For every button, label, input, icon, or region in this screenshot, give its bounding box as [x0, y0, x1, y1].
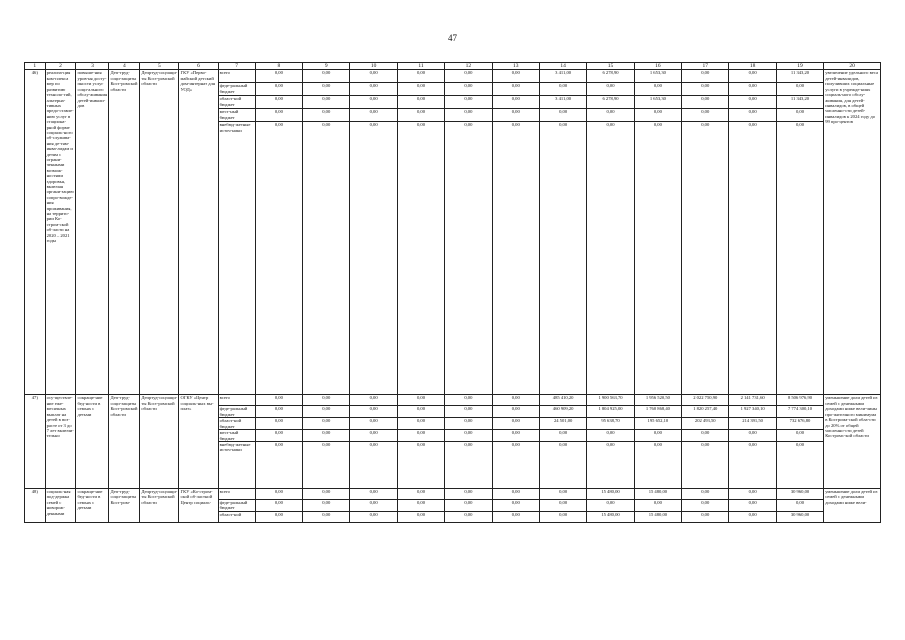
amount-cell: 0,00 [682, 122, 729, 395]
amount-cell: 0,00 [350, 122, 397, 395]
program-measures-table [24, 62, 881, 523]
amount-cell: 0,00 [776, 499, 823, 511]
amount-cell: 0,00 [350, 430, 397, 442]
row-text-c2: осу-ществле-ние еже-месячных выплат на детей в воз-расте от 3 до 7 лет включи-тельно [45, 395, 76, 488]
amount-cell: 0,00 [682, 109, 729, 122]
column-number-cell: 7 [218, 63, 255, 70]
expected-result: уменьшение доли детей из семей с денежными доходами ниже вели- [824, 488, 881, 522]
amount-cell: 15 480,00 [587, 511, 634, 522]
amount-cell: 0,00 [255, 511, 302, 522]
amount-cell: 6 278,90 [587, 70, 634, 83]
amount-cell: 0,00 [729, 83, 776, 96]
funding-source: феде-ральный бюджет [218, 83, 255, 96]
amount-cell: 195 652,10 [634, 418, 681, 430]
amount-cell: 0,00 [255, 441, 302, 488]
amount-cell: 0,00 [445, 70, 492, 83]
amount-cell: 1 900 563,70 [587, 395, 634, 406]
amount-cell: 0,00 [303, 441, 350, 488]
amount-cell: 0,00 [303, 418, 350, 430]
amount-cell: 0,00 [587, 122, 634, 395]
column-number-cell: 4 [109, 63, 140, 70]
row-text-c6: ОГКУ «Центр социаль-ных вы-плат» [179, 395, 218, 488]
amount-cell: 11 343,20 [776, 70, 823, 83]
amount-cell: 1 653,30 [634, 96, 681, 109]
amount-cell: 0,00 [634, 122, 681, 395]
amount-cell: 0,00 [492, 488, 539, 499]
amount-cell: 0,00 [350, 70, 397, 83]
amount-cell: 0,00 [729, 109, 776, 122]
amount-cell: 0,00 [682, 83, 729, 96]
funding-source: мест-ный бюджет [218, 109, 255, 122]
column-number-cell: 15 [587, 63, 634, 70]
column-number-cell: 10 [350, 63, 397, 70]
amount-cell: 0,00 [539, 499, 586, 511]
amount-cell: 24 501,00 [539, 418, 586, 430]
row-text-c5: Депртуд-соцзащи-ты Кост-ромской области [140, 488, 179, 522]
amount-cell: 0,00 [729, 488, 776, 499]
amount-cell: 0,00 [303, 511, 350, 522]
amount-cell: 0,00 [492, 511, 539, 522]
amount-cell: 0,00 [445, 418, 492, 430]
amount-cell: 0,00 [255, 499, 302, 511]
funding-source: мест-ный бюджет [218, 430, 255, 442]
row-text-c3: сокраще-ние бед-ности в семьях с детьми [76, 395, 109, 488]
row-text-c4: Деп-труд-соци-защиты Кост-ромской области [109, 395, 140, 488]
amount-cell: 0,00 [255, 96, 302, 109]
amount-cell: 0,00 [255, 430, 302, 442]
row-text-c4: Деп-труд-соци-защиты Кост-ромской области [109, 70, 140, 395]
amount-cell: 0,00 [492, 418, 539, 430]
column-number-row [25, 63, 881, 70]
amount-cell: 0,00 [350, 441, 397, 488]
amount-cell: 0,00 [397, 122, 444, 395]
column-number-cell: 14 [539, 63, 586, 70]
funding-source: феде-ральный бюджет [218, 499, 255, 511]
amount-cell: 0,00 [350, 406, 397, 418]
table-row [25, 395, 881, 406]
amount-cell: 0,00 [397, 96, 444, 109]
amount-cell: 1 956 520,50 [634, 395, 681, 406]
funding-source: област-ной бюджет [218, 96, 255, 109]
funding-source: феде-ральный бюджет [218, 406, 255, 418]
column-number-cell: 1 [25, 63, 46, 70]
row-number: 46) [25, 70, 46, 395]
amount-cell: 0,00 [682, 430, 729, 442]
amount-cell: 0,00 [397, 109, 444, 122]
column-number-cell: 6 [179, 63, 218, 70]
amount-cell: 0,00 [492, 70, 539, 83]
amount-cell: 732 676,80 [776, 418, 823, 430]
amount-cell: 0,00 [729, 70, 776, 83]
amount-cell: 0,00 [587, 83, 634, 96]
amount-cell: 0,00 [255, 109, 302, 122]
column-number-cell: 16 [634, 63, 681, 70]
amount-cell: 0,00 [445, 511, 492, 522]
column-number-cell: 2 [45, 63, 76, 70]
amount-cell: 0,00 [397, 511, 444, 522]
row-number: 47) [25, 395, 46, 488]
funding-source: област-ной бюджет [218, 418, 255, 430]
table-row [25, 488, 881, 499]
amount-cell: 0,00 [634, 109, 681, 122]
funding-source: всего [218, 395, 255, 406]
column-number-cell: 12 [445, 63, 492, 70]
amount-cell: 0,00 [255, 122, 302, 395]
amount-cell: 3 411,00 [539, 96, 586, 109]
amount-cell: 0,00 [776, 122, 823, 395]
amount-cell: 0,00 [303, 109, 350, 122]
amount-cell: 0,00 [776, 109, 823, 122]
row-text-c6: ГКУ «Ко-стром-ской об-ластной Центр социаль- [179, 488, 218, 522]
amount-cell: 0,00 [350, 395, 397, 406]
amount-cell: 0,00 [445, 122, 492, 395]
column-number-cell: 5 [140, 63, 179, 70]
amount-cell: 0,00 [397, 488, 444, 499]
amount-cell: 0,00 [445, 109, 492, 122]
amount-cell: 0,00 [776, 430, 823, 442]
amount-cell: 0,00 [303, 406, 350, 418]
row-text-c3: повыше-ния уров-ня досту-пности услуг соци-ального обслу-живания детей-инвали-дов [76, 70, 109, 395]
amount-cell: 0,00 [350, 96, 397, 109]
amount-cell: 0,00 [492, 441, 539, 488]
amount-cell: 0,00 [397, 395, 444, 406]
amount-cell: 0,00 [397, 418, 444, 430]
column-number-cell: 11 [397, 63, 444, 70]
row-text-c6: ГКУ «Перво-майский детский дом-интернат для УОД» [179, 70, 218, 395]
amount-cell: 0,00 [776, 441, 823, 488]
amount-cell: 0,00 [682, 499, 729, 511]
amount-cell: 0,00 [682, 441, 729, 488]
amount-cell: 0,00 [729, 499, 776, 511]
amount-cell: 0,00 [397, 406, 444, 418]
amount-cell: 11 343,20 [776, 96, 823, 109]
row-text-c5: Депртуд-соцзащи-ты Кост-ромской области [140, 395, 179, 488]
amount-cell: 0,00 [445, 406, 492, 418]
amount-cell: 0,00 [492, 499, 539, 511]
amount-cell: 0,00 [255, 83, 302, 96]
amount-cell: 0,00 [350, 83, 397, 96]
amount-cell: 0,00 [350, 488, 397, 499]
amount-cell: 0,00 [587, 430, 634, 442]
amount-cell: 0,00 [634, 430, 681, 442]
amount-cell: 1 820 257,40 [682, 406, 729, 418]
amount-cell: 0,00 [445, 395, 492, 406]
amount-cell: 0,00 [539, 83, 586, 96]
amount-cell: 0,00 [445, 488, 492, 499]
row-number: 48) [25, 488, 46, 522]
amount-cell: 0,00 [255, 406, 302, 418]
amount-cell: 0,00 [539, 441, 586, 488]
amount-cell: 0,00 [303, 96, 350, 109]
amount-cell: 15 480,00 [634, 488, 681, 499]
amount-cell: 0,00 [634, 441, 681, 488]
amount-cell: 2 141 731,60 [729, 395, 776, 406]
amount-cell: 6 278,90 [587, 96, 634, 109]
amount-cell: 0,00 [492, 83, 539, 96]
column-number-cell: 20 [824, 63, 881, 70]
amount-cell: 0,00 [587, 499, 634, 511]
amount-cell: 0,00 [776, 83, 823, 96]
funding-source: внебюд-жетные источ-ники [218, 122, 255, 395]
amount-cell: 1 760 868,40 [634, 406, 681, 418]
row-text-c3: сокраще-ние бед-ности в семьях с детьми [76, 488, 109, 522]
column-number-cell: 18 [729, 63, 776, 70]
column-number-cell: 8 [255, 63, 302, 70]
amount-cell: 0,00 [255, 488, 302, 499]
amount-cell: 202 493,50 [682, 418, 729, 430]
amount-cell: 30 960,00 [776, 511, 823, 522]
amount-cell: 0,00 [350, 511, 397, 522]
amount-cell: 0,00 [445, 96, 492, 109]
amount-cell: 0,00 [350, 418, 397, 430]
row-text-c4: Деп-труд-соци-защиты Кост-ром- [109, 488, 140, 522]
amount-cell: 0,00 [303, 430, 350, 442]
amount-cell: 0,00 [255, 70, 302, 83]
amount-cell: 0,00 [445, 499, 492, 511]
amount-cell: 0,00 [303, 70, 350, 83]
expected-result: увеличение удельного веса детей-инвалидов, получивших социальные услуги в учрежде-ниях социаль-ного обслу-живания, для детей-инвалидов, в общей численно-сти детей-инвалидов к 2024 году до 99 про-центов [824, 70, 881, 395]
amount-cell: 0,00 [397, 441, 444, 488]
column-number-cell: 9 [303, 63, 350, 70]
amount-cell: 2 022 750,90 [682, 395, 729, 406]
funding-source: внебюд-жетные источ-ники [218, 441, 255, 488]
amount-cell: 0,00 [303, 395, 350, 406]
funding-source: всего [218, 70, 255, 83]
amount-cell: 0,00 [682, 96, 729, 109]
amount-cell: 0,00 [303, 488, 350, 499]
amount-cell: 15 480,00 [634, 511, 681, 522]
amount-cell: 0,00 [587, 441, 634, 488]
amount-cell: 0,00 [682, 70, 729, 83]
column-number-cell: 3 [76, 63, 109, 70]
amount-cell: 1 804 925,00 [587, 406, 634, 418]
row-text-c2: социаль-ная под-держка семей с новорож-денными [45, 488, 76, 522]
amount-cell: 0,00 [397, 430, 444, 442]
table-row [25, 70, 881, 83]
column-number-cell: 17 [682, 63, 729, 70]
amount-cell: 0,00 [539, 122, 586, 395]
amount-cell: 0,00 [539, 488, 586, 499]
amount-cell: 0,00 [729, 122, 776, 395]
amount-cell: 0,00 [729, 96, 776, 109]
amount-cell: 214 391,50 [729, 418, 776, 430]
row-text-c2: реализа-ция ком-плекса мер по развитию техноло-гий, альтерна-тивных предо-ставле-нию услуг в стациона-рной форме социаль-ного об-служива-ния де-тям-инва-лидам и детям с ограни-ченными возмож-ностями здоровья, включая органи-зацию сопро-вожде-ния проживания, на террито-рии Ко-стром-ской об-ласти на 2020 – 2021 годы [45, 70, 76, 395]
page-number: 47 [448, 33, 457, 43]
amount-cell: 0,00 [634, 83, 681, 96]
amount-cell: 0,00 [397, 70, 444, 83]
amount-cell: 8 506 976,90 [776, 395, 823, 406]
amount-cell: 15 480,00 [587, 488, 634, 499]
amount-cell: 0,00 [350, 109, 397, 122]
amount-cell: 460 909,20 [539, 406, 586, 418]
amount-cell: 0,00 [682, 488, 729, 499]
amount-cell: 7 774 300,10 [776, 406, 823, 418]
amount-cell: 0,00 [587, 109, 634, 122]
amount-cell: 0,00 [303, 499, 350, 511]
amount-cell: 0,00 [682, 511, 729, 522]
amount-cell: 0,00 [255, 418, 302, 430]
amount-cell: 0,00 [445, 83, 492, 96]
amount-cell: 0,00 [729, 441, 776, 488]
amount-cell: 0,00 [397, 83, 444, 96]
amount-cell: 0,00 [729, 430, 776, 442]
expected-result: уменьшение доли детей из семей с денежными доходами ниже вели-чины про-житочного минимума в Кострома-ской обла-сти до 20% от общей численно-сти детей Костромс-кой области [824, 395, 881, 488]
amount-cell: 0,00 [634, 499, 681, 511]
amount-cell: 30 960,00 [776, 488, 823, 499]
amount-cell: 95 638,70 [587, 418, 634, 430]
amount-cell: 0,00 [397, 499, 444, 511]
amount-cell: 0,00 [303, 122, 350, 395]
amount-cell: 0,00 [492, 430, 539, 442]
amount-cell: 0,00 [492, 96, 539, 109]
amount-cell: 0,00 [445, 441, 492, 488]
amount-cell: 0,00 [539, 430, 586, 442]
amount-cell: 0,00 [350, 499, 397, 511]
amount-cell: 0,00 [539, 109, 586, 122]
funding-source: област-ной [218, 511, 255, 522]
amount-cell: 1 927 340,10 [729, 406, 776, 418]
row-text-c5: Депртуд-соцзащи-ты Кост-ромской области [140, 70, 179, 395]
amount-cell: 0,00 [445, 430, 492, 442]
column-number-cell: 13 [492, 63, 539, 70]
amount-cell: 1 653,30 [634, 70, 681, 83]
amount-cell: 0,00 [492, 395, 539, 406]
column-number-cell: 19 [776, 63, 823, 70]
funding-source: всего [218, 488, 255, 499]
amount-cell: 485 410,20 [539, 395, 586, 406]
amount-cell: 0,00 [492, 406, 539, 418]
amount-cell: 0,00 [303, 83, 350, 96]
amount-cell: 0,00 [492, 109, 539, 122]
amount-cell: 0,00 [539, 511, 586, 522]
amount-cell: 0,00 [255, 395, 302, 406]
amount-cell: 0,00 [492, 122, 539, 395]
amount-cell: 3 411,00 [539, 70, 586, 83]
amount-cell: 0,00 [729, 511, 776, 522]
